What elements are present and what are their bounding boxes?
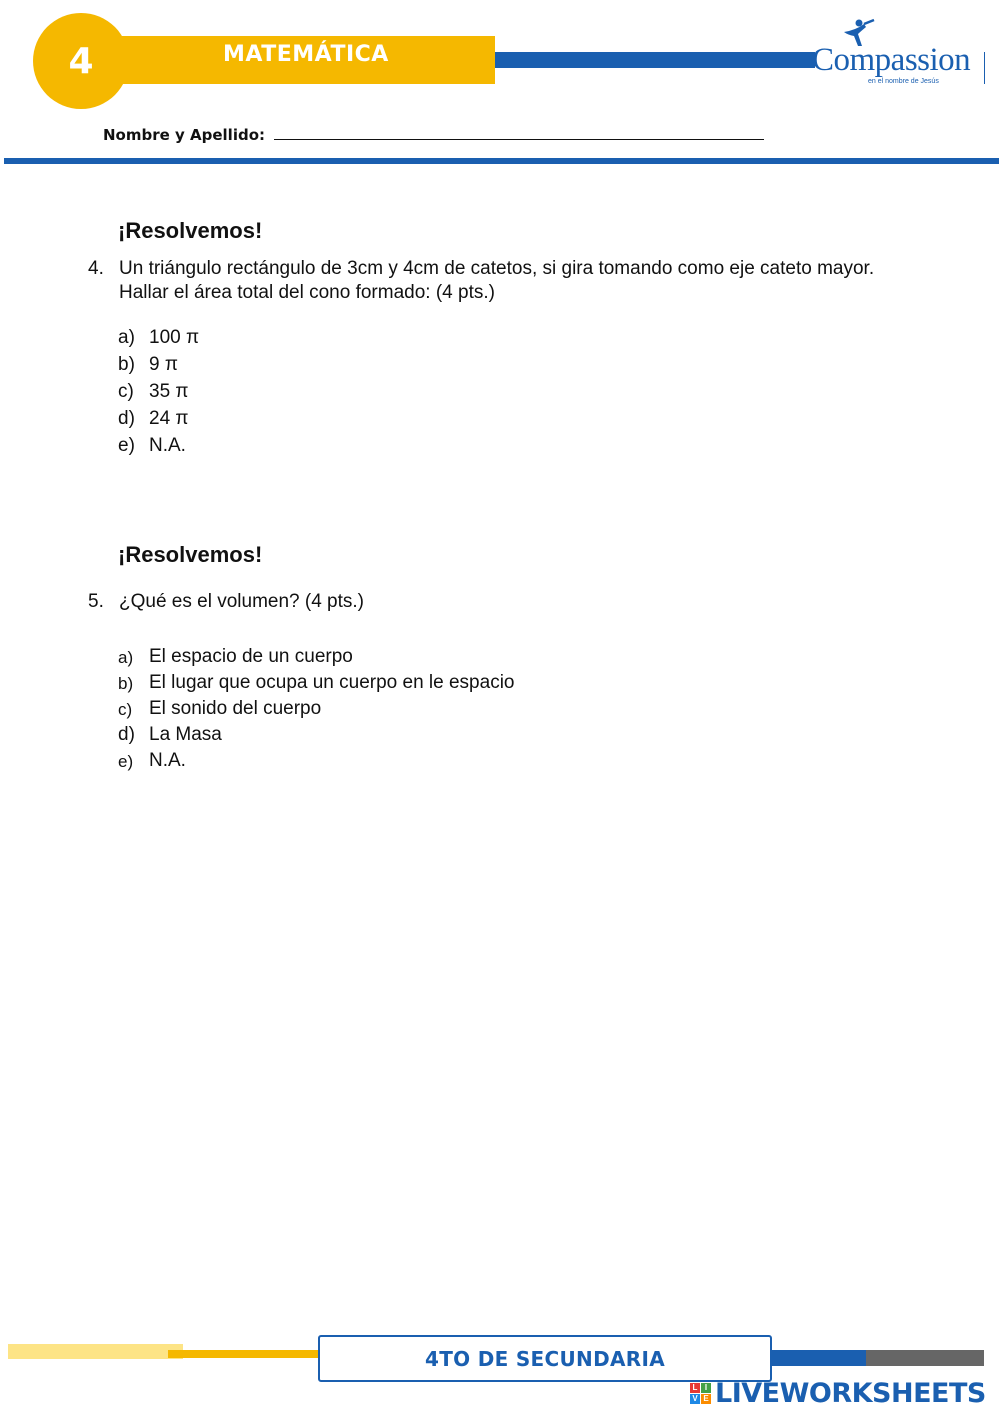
option-letter: d): [118, 408, 135, 429]
lw-icon-letter: V: [690, 1394, 700, 1404]
option-letter: b): [118, 674, 134, 693]
lw-icon-letter: I: [701, 1383, 711, 1393]
question-number: 4.: [88, 258, 104, 279]
question-text: Un triángulo rectángulo de 3cm y 4cm de catetos, si gira tomando como eje cateto mayor. Hallar el área total del cono formado: (4 pts.): [119, 258, 875, 303]
question-4: [88, 257, 888, 307]
option-letter: a): [118, 648, 134, 667]
logo-wordmark: Compassion: [812, 42, 971, 78]
grade-number: 4: [68, 40, 94, 82]
option-letter: b): [118, 354, 135, 375]
question-text: ¿Qué es el volumen? (4 pts.): [119, 591, 364, 612]
option-text: El sonido del cuerpo: [149, 698, 322, 719]
lw-icon-letter: L: [690, 1383, 700, 1393]
logo-tagline: en el nombre de Jesús: [868, 78, 939, 85]
section-heading: ¡Resolvemos!: [118, 218, 263, 243]
option-text: 35 π: [149, 381, 189, 402]
header-accent-bar: [495, 52, 815, 68]
student-name-row: [103, 126, 764, 144]
option-text: La Masa: [149, 724, 222, 745]
footer-level-box: [318, 1335, 772, 1382]
option-text: El lugar que ocupa un cuerpo en le espacio: [149, 672, 515, 693]
liveworksheets-wordmark: LIVEWORKSHEETS: [715, 1378, 986, 1409]
option-letter: d): [118, 724, 135, 745]
question-5: [88, 590, 888, 616]
header-divider: [4, 158, 999, 164]
footer-yellow-bar: [168, 1350, 320, 1358]
footer-pale-bar: [8, 1344, 183, 1359]
grade-badge: [33, 13, 129, 109]
compassion-logo: [808, 18, 993, 88]
section-heading: ¡Resolvemos!: [118, 542, 263, 567]
option-letter: c): [118, 381, 134, 402]
option-text: El espacio de un cuerpo: [149, 646, 353, 667]
option-text: N.A.: [149, 750, 186, 771]
option-text: 9 π: [149, 354, 178, 375]
option-letter: c): [118, 700, 133, 719]
option-letter: e): [118, 435, 135, 456]
question-number: 5.: [88, 591, 104, 612]
option-text: N.A.: [149, 435, 186, 456]
logo-divider: [984, 52, 985, 84]
option-letter: a): [118, 327, 135, 348]
option-text: 24 π: [149, 408, 189, 429]
footer-blue-bar: [770, 1350, 866, 1366]
subject-title: MATEMÁTICA: [223, 42, 389, 67]
footer-gray-bar: [866, 1350, 984, 1366]
liveworksheets-icon: [690, 1383, 711, 1404]
option-letter: e): [118, 752, 134, 771]
name-label: Nombre y Apellido:: [103, 126, 266, 144]
name-blank-line[interactable]: [274, 127, 764, 140]
footer-level-label: 4TO DE SECUNDARIA: [425, 1346, 665, 1371]
lw-icon-letter: E: [701, 1394, 711, 1404]
liveworksheets-watermark: [690, 1378, 986, 1409]
option-text: 100 π: [149, 327, 200, 348]
